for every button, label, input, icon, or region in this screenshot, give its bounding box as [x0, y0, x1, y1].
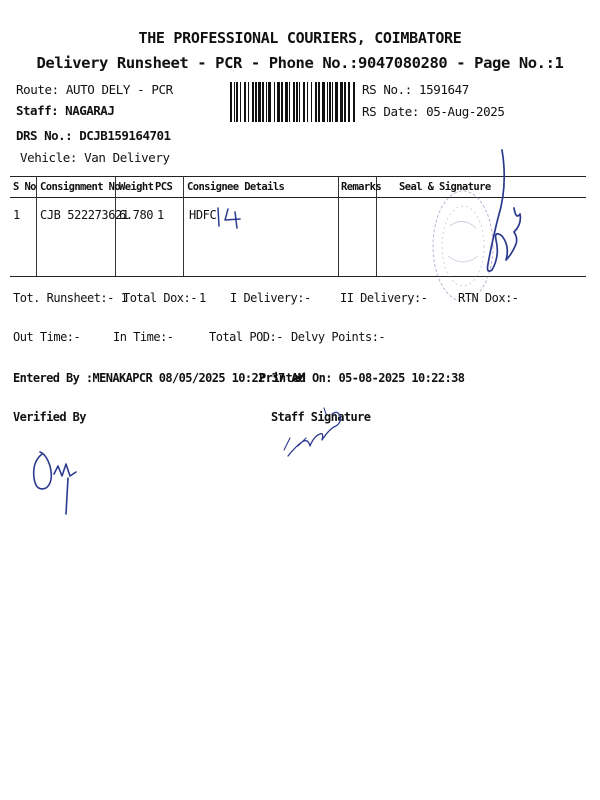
header-weight: Weight — [119, 181, 154, 193]
row-consignment-no: CJB 522273621 — [40, 208, 129, 222]
drs-number: DRS No.: DCJB159164701 — [16, 128, 171, 143]
barcode-image — [230, 82, 355, 122]
entered-by: Entered By :MENAKAPCR 08/05/2025 10:22:37 AM — [13, 371, 305, 385]
staff-signature-label: Staff Signature — [271, 410, 371, 424]
barcode-bar — [277, 82, 280, 122]
barcode-bar — [315, 82, 317, 122]
staff-label: Staff: NAGARAJ — [16, 103, 115, 118]
barcode-bar — [230, 82, 232, 122]
column-divider — [338, 176, 339, 276]
row-weight: 6.780 — [119, 208, 154, 222]
company-title: THE PROFESSIONAL COURIERS, COIMBATORE — [138, 29, 462, 47]
rs-date: RS Date: 05-Aug-2025 — [362, 104, 505, 119]
printed-on: Printed On: 05-08-2025 10:22:38 — [259, 371, 465, 385]
column-divider — [183, 176, 184, 276]
barcode-bar — [236, 82, 238, 122]
total-dox-value: 1 — [199, 291, 206, 305]
verified-by-label: Verified By — [13, 410, 86, 424]
barcode-bar — [344, 82, 346, 122]
column-divider — [36, 176, 37, 276]
barcode-bar — [234, 82, 235, 122]
barcode-bar — [322, 82, 325, 122]
barcode-bar — [293, 82, 295, 122]
barcode-bar — [255, 82, 257, 122]
delivery-signature — [472, 146, 528, 282]
header-consignee-details: Consignee Details — [187, 181, 285, 193]
header-remarks: Remarks — [341, 181, 382, 193]
barcode-bar — [340, 82, 343, 122]
header-consignment-no: Consignment No — [40, 181, 121, 193]
barcode-bar — [266, 82, 267, 122]
barcode-bar — [262, 82, 264, 122]
barcode-bar — [244, 82, 246, 122]
barcode-bar — [274, 82, 275, 122]
barcode-bar — [248, 82, 249, 122]
barcode-bar — [240, 82, 241, 122]
barcode-bar — [311, 82, 312, 122]
barcode-bar — [285, 82, 288, 122]
handwritten-note-14 — [214, 204, 244, 230]
header-sno: S No — [13, 181, 36, 193]
header-pcs: PCS — [155, 181, 173, 193]
i-delivery: I Delivery:- — [230, 291, 311, 305]
row-consignee: HDFC — [189, 208, 217, 222]
rtn-dox: RTN Dox:- — [458, 291, 519, 305]
barcode-bar — [318, 82, 320, 122]
verified-by-signature — [28, 444, 84, 516]
vehicle-label: Vehicle: Van Delivery — [20, 150, 170, 165]
ii-delivery: II Delivery:- — [340, 291, 428, 305]
barcode-bar — [353, 82, 355, 122]
barcode-bar — [296, 82, 298, 122]
barcode-bar — [252, 82, 254, 122]
row-sno: 1 — [13, 208, 20, 222]
barcode-bar — [307, 82, 308, 122]
delvy-points: Delvy Points:- — [291, 330, 386, 344]
in-time: In Time:- — [113, 330, 174, 344]
runsheet-subtitle: Delivery Runsheet - PCR - Phone No.:9047080280 - Page No.:1 — [36, 54, 564, 72]
barcode-bar — [299, 82, 300, 122]
barcode-bar — [258, 82, 261, 122]
route-label: Route: AUTO DELY - PCR — [16, 82, 173, 97]
staff-signature — [280, 402, 350, 462]
barcode-bar — [281, 82, 283, 122]
out-time: Out Time:- — [13, 330, 81, 344]
barcode-bar — [327, 82, 328, 122]
tot-runsheet: Tot. Runsheet:- 1 — [13, 291, 128, 305]
barcode-bar — [268, 82, 271, 122]
barcode-bar — [289, 82, 290, 122]
header-seal-signature: Seal & Signature — [399, 181, 491, 193]
barcode-bar — [348, 82, 350, 122]
total-dox-label: Total Dox:- — [123, 291, 197, 305]
barcode-bar — [303, 82, 305, 122]
barcode-bar — [329, 82, 331, 122]
total-pod: Total POD:- — [209, 330, 283, 344]
row-pcs: 1 — [157, 208, 164, 222]
rs-number: RS No.: 1591647 — [362, 82, 469, 97]
barcode-bar — [332, 82, 333, 122]
barcode-bar — [335, 82, 338, 122]
